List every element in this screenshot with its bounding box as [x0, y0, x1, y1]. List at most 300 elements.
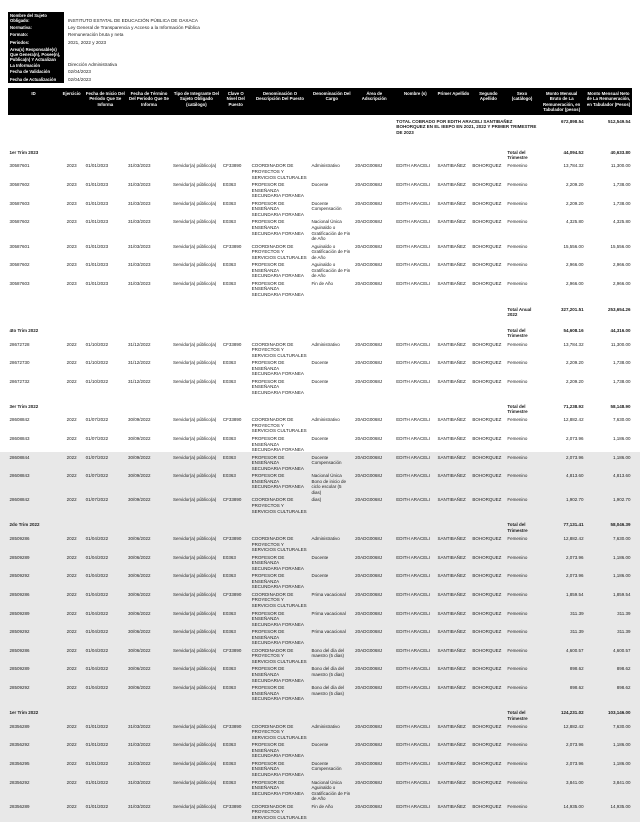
cell-cargo: Nacional Única Aguinaldo o Gratificación de Fin de Año: [311, 219, 351, 242]
table-row: [8, 200, 632, 219]
column-header-sexo: Sexo (catálogo): [506, 88, 538, 114]
cell-clave-puesto: E0363: [222, 554, 236, 560]
cell-area-adscripcion: 20ADG0068J: [355, 779, 383, 785]
cell-monto-bruto: 13,784.32: [563, 163, 584, 169]
column-header-monto-neto: Monto Mensual Neto de La Remuneración, en Tabulador (Pesos): [585, 88, 632, 114]
cell-sexo: Femenino: [507, 666, 528, 672]
cell-segundo-apellido: BOHORQUEZ: [472, 200, 502, 206]
cell-primer-apellido: SANTIBAÑEZ: [437, 760, 466, 766]
trimester-total-neto: 44,316.00: [610, 327, 631, 333]
cell-segundo-apellido: BOHORQUEZ: [472, 742, 502, 748]
cell-tipo-integrante: Servidor(a) público(a): [172, 243, 217, 249]
meta-value: 02/04/2023: [68, 76, 91, 82]
cell-tipo-integrante: Servidor(a) público(a): [172, 454, 217, 460]
cell-ejercicio: 2022: [66, 573, 77, 579]
cell-sexo: Femenino: [507, 454, 528, 460]
cell-segundo-apellido: BOHORQUEZ: [472, 497, 502, 503]
cell-area-adscripcion: 20ADG0068J: [355, 554, 383, 560]
cell-puesto: PROFESOR DE ENSEÑANZA SECUNDARIA FORANEA: [251, 685, 304, 702]
cell-sexo: Femenino: [507, 723, 528, 729]
cell-puesto: COORDINADOR DE PROYECTOS Y SERVICIOS CULTURALES: [251, 341, 307, 358]
cell-monto-neto: 898.62: [616, 666, 631, 672]
cell-segundo-apellido: BOHORQUEZ: [472, 554, 502, 560]
cell-ejercicio: 2022: [66, 591, 77, 597]
cell-clave-puesto: E0363: [222, 760, 236, 766]
cell-id: 28509289: [9, 554, 30, 560]
cell-primer-apellido: SANTIBAÑEZ: [437, 779, 466, 785]
cell-ejercicio: 2023: [66, 200, 77, 206]
cell-monto-neto: 1,186.00: [612, 742, 631, 748]
table-row: [8, 218, 632, 242]
table-row: [8, 162, 632, 181]
cell-primer-apellido: SANTIBAÑEZ: [437, 262, 466, 268]
cell-monto-bruto: 12,882.42: [563, 535, 584, 541]
cell-clave-puesto: CF33890: [222, 591, 242, 597]
table-row: [8, 610, 632, 629]
cell-puesto: PROFESOR DE ENSEÑANZA SECUNDARIA FORANEA: [251, 181, 304, 199]
cell-fecha-inicio: 01/07/2022: [85, 454, 109, 460]
column-header-monto-bruto: Monto Mensual Bruto de La Remuneración, en Tabulador (pesos): [538, 88, 585, 114]
cell-clave-puesto: E0363: [222, 666, 236, 672]
cell-tipo-integrante: Servidor(a) público(a): [172, 473, 217, 479]
grand-total-row: [8, 115, 632, 143]
cell-nombre: EDITH ARACELI: [396, 535, 431, 541]
cell-cargo: Administrativo: [311, 341, 340, 347]
trimester-header-row: [8, 703, 632, 723]
cell-puesto: COORDINADOR DE PROYECTOS Y SERVICIOS CULTURALES: [251, 163, 307, 180]
cell-primer-apellido: SANTIBAÑEZ: [437, 666, 466, 672]
cell-puesto: COORDINADOR DE PROYECTOS Y SERVICIOS CULTURALES: [251, 591, 307, 609]
trimester-total-bruto: 54,608.16: [563, 327, 584, 333]
cell-monto-neto: 1,859.54: [612, 591, 631, 597]
cell-id: 28608844: [9, 454, 30, 460]
cell-nombre: EDITH ARACELI: [396, 803, 431, 809]
cell-monto-bruto: 2,209.20: [566, 360, 584, 366]
cell-monto-bruto: 2,966.00: [566, 262, 584, 268]
cell-clave-puesto: E0363: [222, 454, 236, 460]
cell-monto-neto: 1,738.00: [612, 360, 631, 366]
cell-area-adscripcion: 20ADG0068J: [355, 341, 383, 347]
cell-fecha-inicio: 01/01/2022: [85, 760, 109, 766]
cell-monto-neto: 1,902.70: [612, 497, 631, 503]
cell-puesto: COORDINADOR DE PROYECTOS Y SERVICIOS CULTURALES: [251, 535, 307, 553]
cell-nombre: EDITH ARACELI: [396, 181, 431, 187]
table-row: [8, 803, 632, 822]
cell-fecha-termino: 30/09/2022: [128, 497, 151, 503]
cell-puesto: PROFESOR DE ENSEÑANZA SECUNDARIA FORANEA: [251, 360, 304, 377]
cell-fecha-termino: 31/03/2023: [128, 163, 151, 169]
cell-area-adscripcion: 20ADG0068J: [355, 742, 383, 748]
cell-nombre: EDITH ARACELI: [396, 554, 431, 560]
cell-monto-neto: 11,300.00: [610, 163, 631, 169]
cell-fecha-inicio: 01/07/2022: [85, 473, 109, 479]
cell-primer-apellido: SANTIBAÑEZ: [437, 629, 466, 635]
cell-fecha-termino: 31/12/2022: [128, 341, 151, 347]
cell-sexo: Femenino: [507, 473, 528, 479]
meta-label: Fecha de Validación: [8, 69, 64, 76]
cell-ejercicio: 2022: [66, 685, 77, 691]
cell-nombre: EDITH ARACELI: [396, 435, 431, 441]
trimester-total-neto: 40,633.80: [610, 149, 631, 155]
cell-puesto: PROFESOR DE ENSEÑANZA SECUNDARIA FORANEA: [251, 610, 304, 627]
cell-nombre: EDITH ARACELI: [396, 219, 431, 225]
cell-puesto: PROFESOR DE ENSEÑANZA SECUNDARIA FORANEA: [251, 473, 304, 490]
cell-monto-bruto: 2,073.96: [566, 760, 584, 766]
cell-nombre: EDITH ARACELI: [396, 723, 431, 729]
cell-area-adscripcion: 20ADG0068J: [355, 417, 383, 423]
annual-total-neto: 253,654.26: [607, 306, 631, 312]
cell-segundo-apellido: BOHORQUEZ: [472, 280, 502, 286]
cell-nombre: EDITH ARACELI: [396, 360, 431, 366]
column-header-clave-puesto: Clave O Nivel Del Puesto: [221, 88, 250, 114]
cell-primer-apellido: SANTIBAÑEZ: [437, 200, 466, 206]
table-row: [8, 435, 632, 454]
cell-fecha-termino: 31/03/2023: [128, 181, 151, 187]
cell-clave-puesto: E0363: [222, 573, 236, 579]
meta-value: Remuneración bruta y neta: [68, 32, 124, 38]
column-header-fecha-termino: Fecha de Término Del Periodo Que Se Informa: [127, 88, 172, 114]
cell-ejercicio: 2022: [66, 535, 77, 541]
cell-fecha-inicio: 01/01/2022: [85, 742, 109, 748]
cell-fecha-inicio: 01/04/2022: [85, 610, 109, 616]
cell-segundo-apellido: BOHORQUEZ: [472, 573, 502, 579]
cell-puesto: PROFESOR DE ENSEÑANZA SECUNDARIA FORANEA: [251, 454, 304, 471]
cell-nombre: EDITH ARACELI: [396, 573, 431, 579]
cell-monto-bruto: 2,073.96: [566, 435, 584, 441]
cell-area-adscripcion: 20ADG0068J: [355, 803, 383, 809]
cell-id: 28356289: [9, 803, 30, 809]
cell-cargo: Docente: [311, 435, 329, 441]
cell-tipo-integrante: Servidor(a) público(a): [172, 280, 217, 286]
cell-monto-neto: 7,630.00: [612, 535, 631, 541]
cell-tipo-integrante: Servidor(a) público(a): [172, 573, 217, 579]
cell-cargo: Bono del día del maestro (5 dias): [311, 666, 344, 678]
cell-fecha-termino: 30/06/2022: [128, 591, 151, 597]
cell-cargo: Administrativo: [311, 535, 340, 541]
table-row: [8, 378, 632, 397]
trimester-header-row: [8, 321, 632, 341]
cell-fecha-inicio: 01/10/2022: [85, 360, 109, 366]
cell-primer-apellido: SANTIBAÑEZ: [437, 163, 466, 169]
cell-cargo: Bono del día del maestro (5 dias): [311, 647, 344, 659]
empty-cell: [8, 115, 395, 143]
cell-fecha-inicio: 01/04/2022: [85, 647, 109, 653]
cell-cargo: Docente: [311, 181, 329, 187]
trimester-header-row: [8, 143, 632, 163]
cell-ejercicio: 2022: [66, 497, 77, 503]
cell-segundo-apellido: BOHORQUEZ: [472, 666, 502, 672]
column-header-area-adscripcion: Área de Adscripción: [354, 88, 395, 114]
meta-label: Periodos:: [8, 39, 64, 46]
cell-nombre: EDITH ARACELI: [396, 280, 431, 286]
cell-tipo-integrante: Servidor(a) público(a): [172, 181, 217, 187]
cell-segundo-apellido: BOHORQUEZ: [472, 454, 502, 460]
column-header-puesto: Denominación O Descripción Del Puesto: [250, 88, 310, 114]
cell-clave-puesto: E0363: [222, 685, 236, 691]
cell-ejercicio: 2023: [66, 219, 77, 225]
cell-id: 28509289: [9, 610, 30, 616]
cell-nombre: EDITH ARACELI: [396, 454, 431, 460]
cell-clave-puesto: CF33890: [222, 163, 242, 169]
table-row: [8, 666, 632, 685]
cell-fecha-termino: 30/06/2022: [128, 535, 151, 541]
cell-puesto: PROFESOR DE ENSEÑANZA SECUNDARIA FORANEA: [251, 629, 304, 646]
cell-cargo: Aguinaldo o Gratificación de Fin de Año: [311, 262, 351, 279]
cell-nombre: EDITH ARACELI: [396, 779, 431, 785]
table-row: [8, 243, 632, 262]
cell-puesto: PROFESOR DE ENSEÑANZA SECUNDARIA FORANEA: [251, 779, 304, 796]
table-row: [8, 628, 632, 647]
cell-ejercicio: 2023: [66, 243, 77, 249]
trimester-label: 2do Trim 2022: [9, 522, 40, 528]
grand-total-neto: 512,549.54: [607, 118, 631, 124]
annual-total-row: [8, 299, 632, 321]
cell-puesto: COORDINADOR DE PROYECTOS Y SERVICIOS CULTURALES: [251, 803, 307, 821]
cell-cargo: Nacional Única Bono de inicio de ciclo escolar (5 dias): [311, 473, 346, 496]
cell-puesto: PROFESOR DE ENSEÑANZA SECUNDARIA FORANEA: [251, 262, 304, 279]
cell-primer-apellido: SANTIBAÑEZ: [437, 435, 466, 441]
cell-nombre: EDITH ARACELI: [396, 378, 431, 384]
cell-monto-bruto: 311.39: [570, 629, 584, 635]
cell-puesto: PROFESOR DE ENSEÑANZA SECUNDARIA FORANEA: [251, 573, 304, 590]
cell-id: 28509286: [9, 535, 30, 541]
cell-nombre: EDITH ARACELI: [396, 200, 431, 206]
cell-nombre: EDITH ARACELI: [396, 666, 431, 672]
empty-cell: [59, 143, 506, 163]
trimester-header-row: [8, 397, 632, 417]
cell-ejercicio: 2022: [66, 629, 77, 635]
cell-area-adscripcion: 20ADG0068J: [355, 535, 383, 541]
cell-clave-puesto: E0363: [222, 262, 236, 268]
cell-monto-bruto: 2,209.20: [566, 378, 584, 384]
cell-area-adscripcion: 20ADG0068J: [355, 454, 383, 460]
cell-fecha-inicio: 01/01/2023: [85, 219, 109, 225]
cell-segundo-apellido: BOHORQUEZ: [472, 803, 502, 809]
cell-cargo: Fin de Año: [311, 280, 333, 286]
meta-value: INSTITUTO ESTATAL DE EDUCACIÓN PÚBLICA DE OAXACA: [68, 17, 198, 23]
cell-ejercicio: 2022: [66, 378, 77, 384]
cell-id: 28356292: [9, 742, 30, 748]
table-row: [8, 554, 632, 573]
cell-monto-neto: 1,186.00: [612, 760, 631, 766]
cell-monto-bruto: 2,073.96: [566, 554, 584, 560]
cell-sexo: Femenino: [507, 280, 528, 286]
cell-segundo-apellido: BOHORQUEZ: [472, 417, 502, 423]
table-row: [8, 684, 632, 703]
cell-fecha-inicio: 01/01/2023: [85, 280, 109, 286]
trimester-label: 1er Trim 2022: [9, 709, 39, 715]
cell-clave-puesto: CF33890: [222, 535, 242, 541]
cell-segundo-apellido: BOHORQUEZ: [472, 181, 502, 187]
cell-clave-puesto: CF33890: [222, 723, 242, 729]
cell-id: 28608843: [9, 435, 30, 441]
cell-fecha-inicio: 01/01/2023: [85, 163, 109, 169]
trimester-label: 3er Trim 2022: [9, 403, 39, 409]
cell-area-adscripcion: 20ADG0068J: [355, 378, 383, 384]
cell-tipo-integrante: Servidor(a) público(a): [172, 341, 217, 347]
table-row: [8, 723, 632, 742]
cell-fecha-inicio: 01/04/2022: [85, 685, 109, 691]
cell-fecha-termino: 30/09/2022: [128, 473, 151, 479]
cell-monto-neto: 1,738.00: [612, 181, 631, 187]
cell-ejercicio: 2022: [66, 760, 77, 766]
cell-primer-apellido: SANTIBAÑEZ: [437, 378, 466, 384]
cell-monto-neto: 4,813.60: [612, 473, 631, 479]
cell-id: 28356292: [9, 779, 30, 785]
cell-cargo: Bono del día del maestro (5 dias): [311, 685, 344, 696]
cell-nombre: EDITH ARACELI: [396, 163, 431, 169]
cell-segundo-apellido: BOHORQUEZ: [472, 779, 502, 785]
cell-monto-bruto: 2,966.00: [566, 280, 584, 286]
cell-ejercicio: 2022: [66, 742, 77, 748]
cell-primer-apellido: SANTIBAÑEZ: [437, 219, 466, 225]
cell-puesto: COORDINADOR DE PROYECTOS Y SERVICIOS CULTURALES: [251, 647, 307, 665]
cell-sexo: Femenino: [507, 219, 528, 225]
cell-sexo: Femenino: [507, 591, 528, 597]
cell-area-adscripcion: 20ADG0068J: [355, 573, 383, 579]
column-header-cargo: Denominación Del Cargo: [310, 88, 354, 114]
column-header-ejercicio: Ejercicio: [59, 88, 84, 114]
cell-nombre: EDITH ARACELI: [396, 647, 431, 653]
cell-fecha-termino: 30/09/2022: [128, 417, 151, 423]
cell-monto-bruto: 898.62: [569, 666, 584, 672]
cell-cargo: Docente: [311, 554, 329, 560]
cell-id: 28672730: [9, 360, 30, 366]
cell-tipo-integrante: Servidor(a) público(a): [172, 666, 217, 672]
cell-monto-neto: 1,738.00: [612, 378, 631, 384]
cell-monto-bruto: 311.39: [570, 610, 584, 616]
table-row: [8, 779, 632, 803]
meta-label: Normativa:: [8, 24, 64, 31]
meta-value: Dirección Administrativa: [68, 62, 118, 68]
cell-cargo: Nacional Única Aguinaldo o Gratificación de Fin de Año: [311, 779, 351, 802]
cell-fecha-termino: 30/06/2022: [128, 629, 151, 635]
cell-ejercicio: 2022: [66, 435, 77, 441]
cell-fecha-termino: 31/03/2023: [128, 280, 151, 286]
trimester-total-label: Total del Trimestre: [507, 327, 528, 339]
cell-segundo-apellido: BOHORQUEZ: [472, 341, 502, 347]
cell-monto-neto: 1,186.00: [612, 554, 631, 560]
cell-tipo-integrante: Servidor(a) público(a): [172, 610, 217, 616]
cell-id: 28608842: [9, 417, 30, 423]
cell-cargo: Prima vacacional: [311, 629, 346, 635]
cell-clave-puesto: CF33890: [222, 647, 242, 653]
cell-fecha-inicio: 01/07/2022: [85, 417, 109, 423]
cell-fecha-termino: 31/03/2022: [128, 779, 151, 785]
cell-primer-apellido: SANTIBAÑEZ: [437, 454, 466, 460]
cell-clave-puesto: CF33890: [222, 341, 242, 347]
cell-monto-neto: 7,630.00: [612, 417, 631, 423]
cell-fecha-inicio: 01/04/2022: [85, 535, 109, 541]
cell-monto-neto: 311.39: [617, 610, 631, 616]
cell-clave-puesto: E0363: [222, 378, 236, 384]
cell-segundo-apellido: BOHORQUEZ: [472, 378, 502, 384]
cell-clave-puesto: E0363: [222, 610, 236, 616]
cell-clave-puesto: E0363: [222, 181, 236, 187]
table-row: [8, 760, 632, 779]
table-row: [8, 647, 632, 666]
cell-clave-puesto: E0363: [222, 435, 236, 441]
cell-monto-bruto: 4,600.57: [566, 647, 584, 653]
cell-ejercicio: 2023: [66, 163, 77, 169]
cell-fecha-termino: 31/03/2022: [128, 723, 151, 729]
cell-fecha-termino: 31/03/2023: [128, 200, 151, 206]
cell-nombre: EDITH ARACELI: [396, 610, 431, 616]
cell-monto-bruto: 12,882.42: [563, 723, 584, 729]
cell-tipo-integrante: Servidor(a) público(a): [172, 200, 217, 206]
cell-sexo: Femenino: [507, 262, 528, 268]
table-row: [8, 416, 632, 435]
cell-clave-puesto: E0363: [222, 473, 236, 479]
cell-area-adscripcion: 20ADG0068J: [355, 497, 383, 503]
cell-sexo: Femenino: [507, 779, 528, 785]
cell-nombre: EDITH ARACELI: [396, 341, 431, 347]
cell-primer-apellido: SANTIBAÑEZ: [437, 742, 466, 748]
cell-tipo-integrante: Servidor(a) público(a): [172, 219, 217, 225]
cell-segundo-apellido: BOHORQUEZ: [472, 647, 502, 653]
cell-tipo-integrante: Servidor(a) público(a): [172, 760, 217, 766]
cell-primer-apellido: SANTIBAÑEZ: [437, 535, 466, 541]
cell-monto-bruto: 4,325.80: [566, 219, 584, 225]
cell-area-adscripcion: 20ADG0068J: [355, 243, 383, 249]
cell-puesto: COORDINADOR DE PROYECTOS Y SERVICIOS CULTURALES: [251, 417, 307, 434]
cell-id: 28509292: [9, 685, 30, 691]
cell-primer-apellido: SANTIBAÑEZ: [437, 803, 466, 809]
cell-fecha-inicio: 01/01/2023: [85, 262, 109, 268]
cell-cargo: Docente: [311, 573, 329, 579]
cell-clave-puesto: E0363: [222, 742, 236, 748]
cell-id: 30587603: [9, 280, 30, 286]
table-row: [8, 741, 632, 760]
cell-clave-puesto: E0363: [222, 280, 236, 286]
cell-monto-bruto: 15,556.00: [563, 243, 584, 249]
cell-fecha-inicio: 01/10/2022: [85, 378, 109, 384]
cell-fecha-termino: 31/12/2022: [128, 378, 151, 384]
cell-monto-neto: 14,935.00: [610, 803, 631, 809]
cell-fecha-inicio: 01/01/2023: [85, 200, 109, 206]
cell-tipo-integrante: Servidor(a) público(a): [172, 417, 217, 423]
cell-fecha-termino: 31/03/2022: [128, 803, 151, 809]
cell-fecha-inicio: 01/04/2022: [85, 666, 109, 672]
cell-puesto: PROFESOR DE ENSEÑANZA SECUNDARIA FORANEA: [251, 760, 304, 778]
trimester-total-bruto: 77,131.41: [563, 522, 584, 528]
cell-cargo: Administrativo: [311, 417, 340, 423]
cell-primer-apellido: SANTIBAÑEZ: [437, 610, 466, 616]
empty-cell: [8, 299, 506, 321]
cell-tipo-integrante: Servidor(a) público(a): [172, 360, 217, 366]
cell-sexo: Femenino: [507, 181, 528, 187]
cell-fecha-inicio: 01/04/2022: [85, 573, 109, 579]
table-row: [8, 572, 632, 591]
cell-sexo: Femenino: [507, 360, 528, 366]
meta-value: 02/04/2023: [68, 69, 91, 75]
cell-sexo: Femenino: [507, 647, 528, 653]
cell-nombre: EDITH ARACELI: [396, 417, 431, 423]
cell-tipo-integrante: Servidor(a) público(a): [172, 535, 217, 541]
table-row: [8, 472, 632, 496]
cell-primer-apellido: SANTIBAÑEZ: [437, 473, 466, 479]
trimester-total-label: Total del Trimestre: [507, 709, 528, 721]
cell-fecha-termino: 30/06/2022: [128, 685, 151, 691]
trimester-header-row: [8, 515, 632, 535]
cell-fecha-inicio: 01/07/2022: [85, 497, 109, 503]
empty-cell: [59, 515, 506, 535]
cell-primer-apellido: SANTIBAÑEZ: [437, 243, 466, 249]
cell-fecha-termino: 31/12/2022: [128, 360, 151, 366]
table-row: [8, 454, 632, 473]
table-row: [8, 261, 632, 280]
cell-primer-apellido: SANTIBAÑEZ: [437, 647, 466, 653]
